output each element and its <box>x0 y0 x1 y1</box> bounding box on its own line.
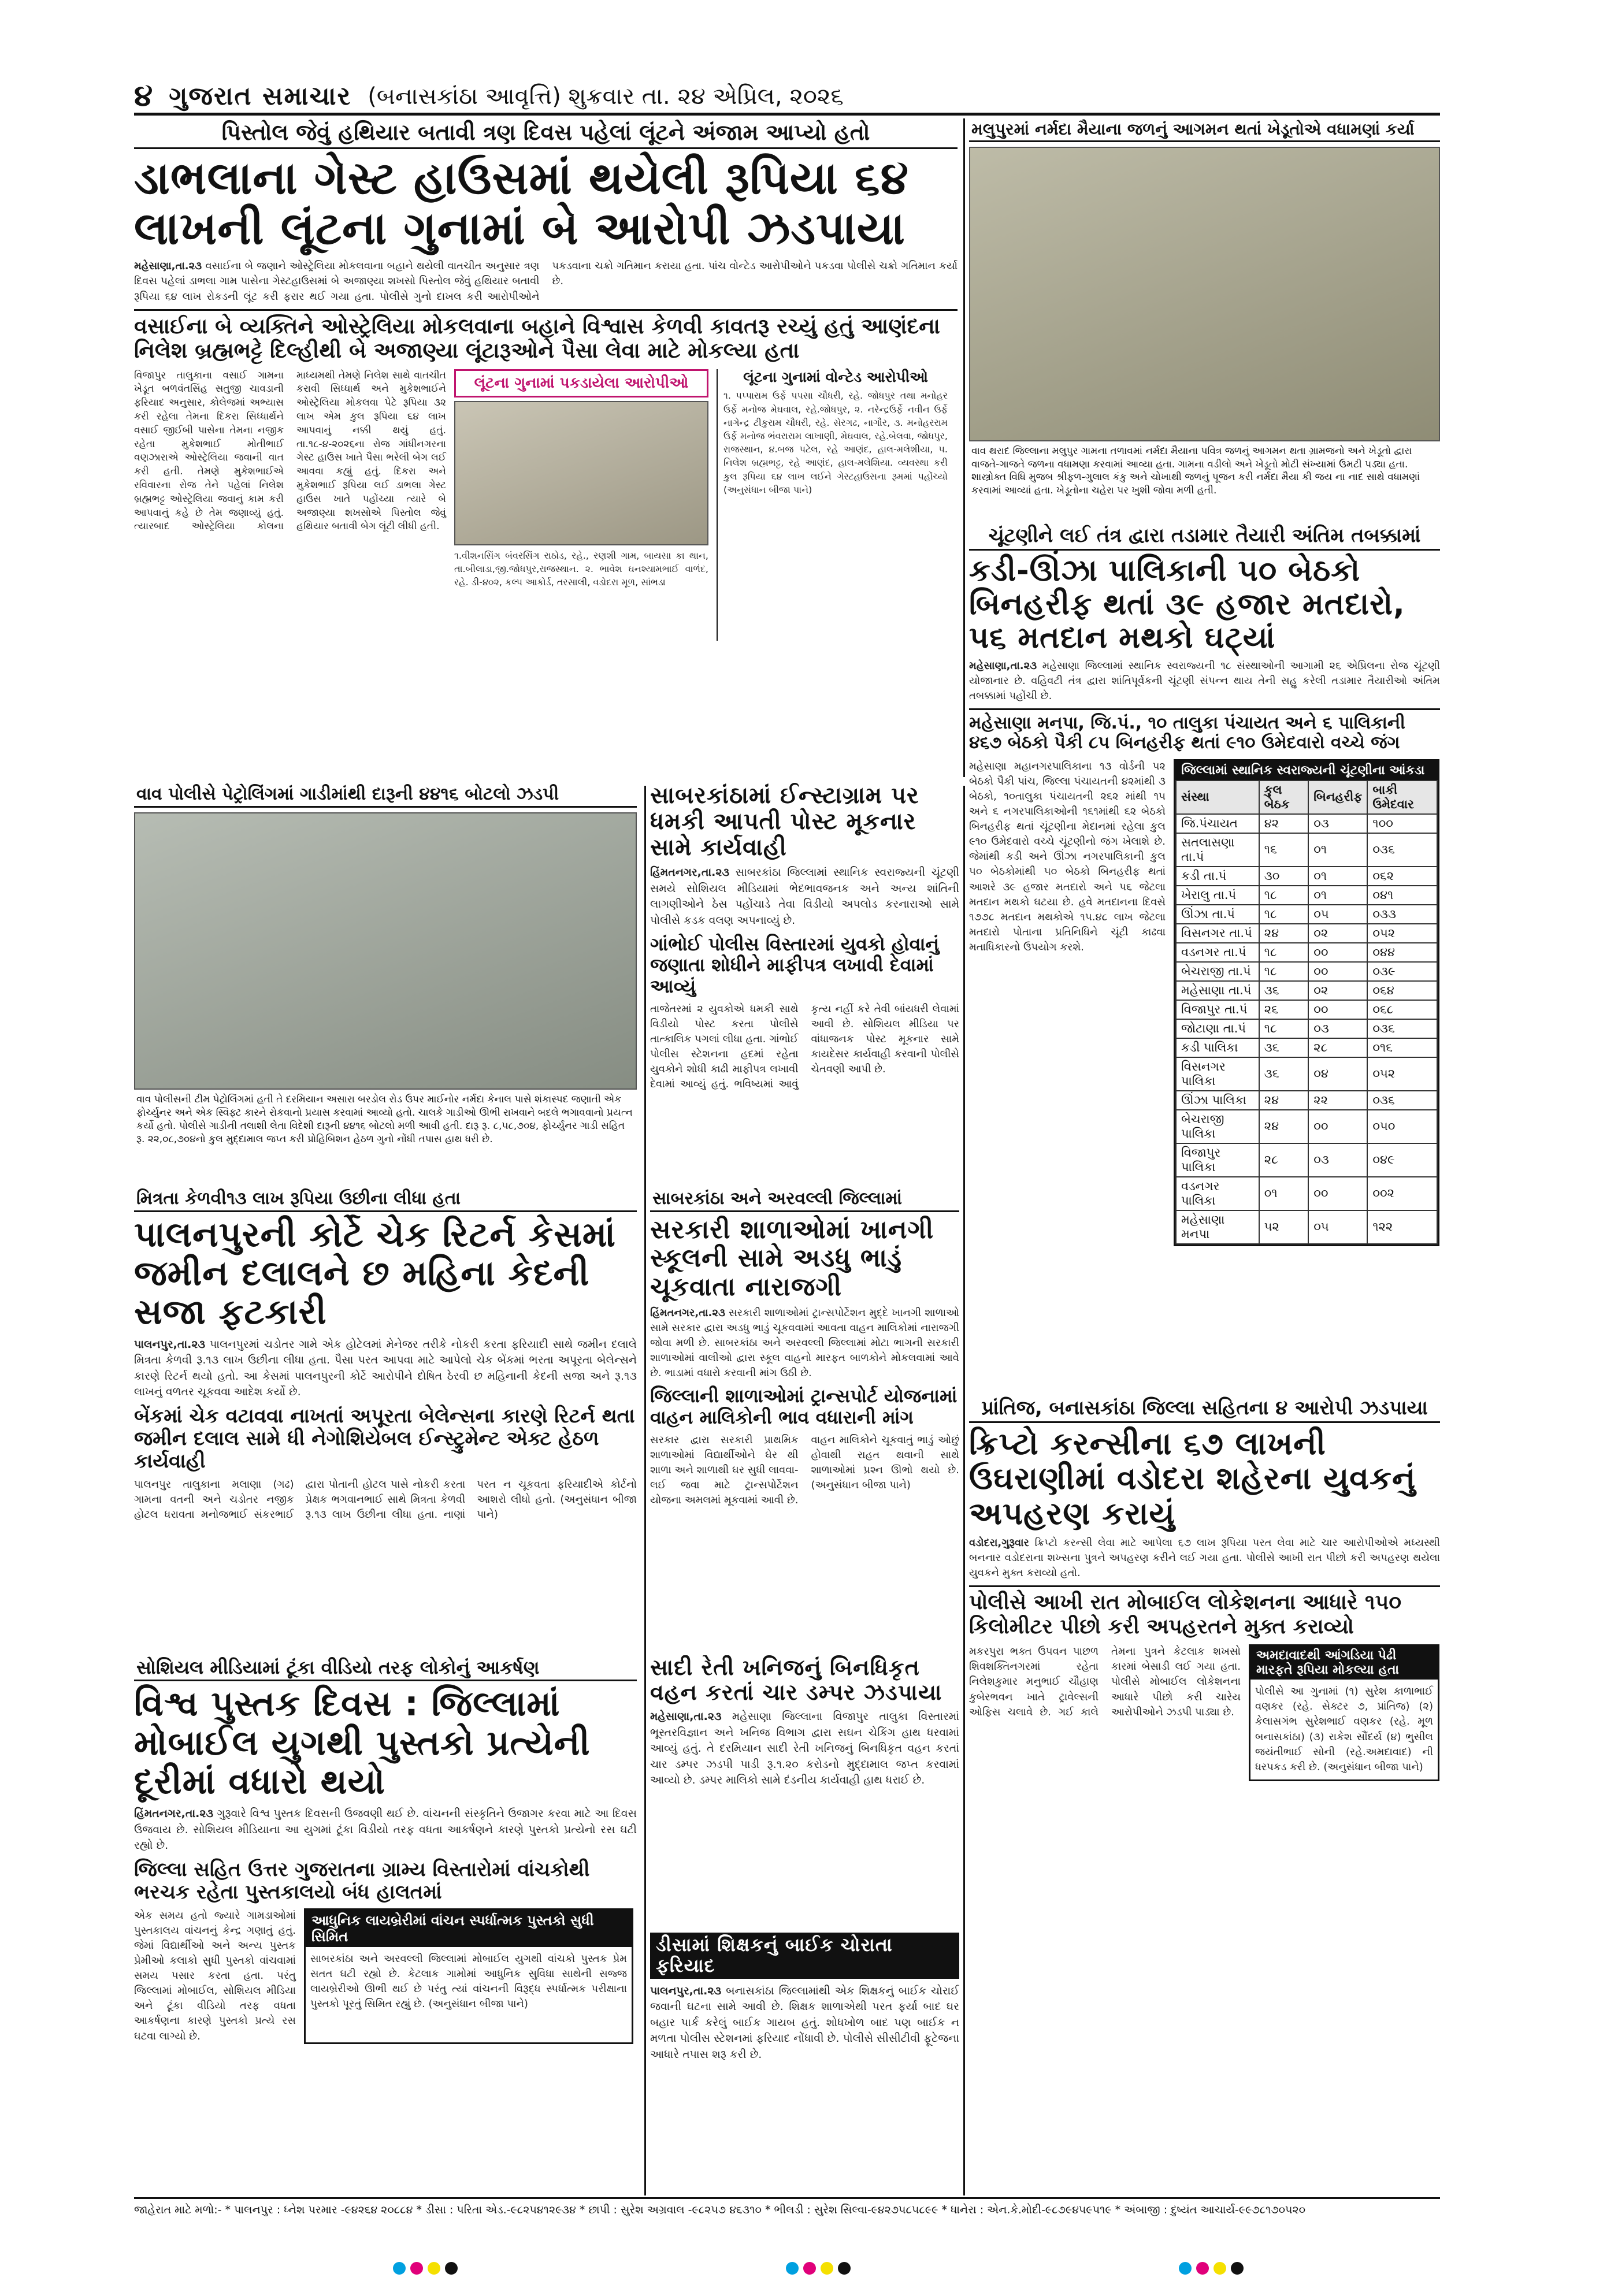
table-cell: ૦૦ <box>1308 943 1367 962</box>
table-row <box>1176 1091 1437 1110</box>
story-cheque-return <box>134 1187 637 1649</box>
registration-mark <box>786 2262 799 2275</box>
election-table <box>1174 759 1439 1246</box>
table-cell: કડી પાલિકા <box>1176 1038 1259 1057</box>
table-cell: ૧૦૦ <box>1367 814 1437 833</box>
table-cell: ૩૬ <box>1259 1038 1309 1057</box>
table-cell: ૦૫૨ <box>1367 924 1437 943</box>
table-cell: ૧૮ <box>1259 943 1309 962</box>
subheadline: પોલીસે આખી રાત મોબાઈલ લોકેશનના આધારે ૧૫૦ કિલોમીટર પીછો કરી અપહરતને મુક્ત કરાવ્યો <box>969 1585 1440 1639</box>
table-cell: ૦૬૪ <box>1367 981 1437 1000</box>
dateline: પાલનપુર,તા.૨૩ <box>134 1338 206 1351</box>
table-cell: ૨૪ <box>1259 1110 1309 1143</box>
registration-mark <box>393 2262 406 2275</box>
table-cell: ૦૨ <box>1308 981 1367 1000</box>
table-cell: વડનગર તા.પં <box>1176 943 1259 962</box>
lead-text: મહેસાણા જિલ્લામાં સ્થાનિક સ્વરાજ્યની ૧૮ સંસ્થાઓની આગામી ૨૬ એપ્રિલના રોજ ચૂંટણી યોજાનાર છે. વહિવટી તંત્ર દ્વારા શાંતિપૂર્વકની ચૂંટણી સંપન્ન થાય તેની સહુ કરેલી તડામાર તૈયારીઓ અંતિમ તબક્કામાં પહોંચી છે. <box>969 659 1440 702</box>
table-cell: ૦૩૬ <box>1367 833 1437 867</box>
table-row <box>1176 886 1437 905</box>
table-cell: કડી તા.પં <box>1176 867 1259 886</box>
table-row <box>1176 1057 1437 1091</box>
ad-contacts-footer: જાહેરાત માટે મળો:- * પાલનપુર : ધ્નેશ પરમાર -૯૪૨૬૪ ૨૦૮૮૪ * ડીસા : પરિતા એડ.-૯૮૨૫૪૧૨૯૩૪ * છાપી : સુરેશ અગ્રવાલ -૯૮૨૫૭ ૪૬૩૧૦ * ભીલડી : સુરેશ સિલ્વા-૯૪૨૭૫૮૫૮૯૯ * ધાનેરા : એન.કે.મોદી-૯૮૭૯૪૫૯૫૧૯ * અંબાજી : દુષ્યંત આચાર્ય-૯૯૭૮૧૭૦૫૨૦ <box>134 2197 1440 2220</box>
lead-text: વસાઈના બે જણાને ઓસ્ટ્રેલિયા મોકલવાના બહાને થયેલી વાતચીત અનુસાર ત્રણ દિવસ પહેલાં ડાભલા ગામ પાસેના ગેસ્ટહાઉસમાં બે અજાણ્યા શખસો પિસ્તોલ જેવું હથિયાર બતાવી રૂપિયા ૬૪ લાખ રોકડની લૂંટ કરી ફરાર થઈ ગયા હતા. પોલીસે ગુનો દાખલ કરી આરોપીઓને પકડવાના ચક્રો ગતિમાન કરાયા હતા. પાંચ વોન્ટેડ આરોપીઓને પકડવા પોલીસે ચક્રો ગતિમાન કર્યા છે. <box>134 260 958 303</box>
edition-line: (બનાસકાંઠા આવૃત્તિ) શુક્રવાર તા. ૨૪ એપ્રિલ, ૨૦૨૬ <box>368 83 844 110</box>
subheadline: જિલ્લાની શાળાઓમાં ટ્રાન્સપોર્ટ યોજનામાં વાહન માલિકોની ભાવ વધારાની માંગ <box>650 1385 958 1429</box>
table-cell: ૦૦ <box>1308 1000 1367 1019</box>
table-cell: જોટાણા તા.પં <box>1176 1019 1259 1038</box>
headline: પાલનપુરની કોર્ટે ચેક રિટર્ન કેસમાં જમીન દલાલને છ મહિના કેદની સજા ફટકારી <box>134 1214 616 1333</box>
table-row <box>1176 943 1437 962</box>
registration-mark <box>445 2262 458 2275</box>
kicker-headline: ડીસામાં શિક્ષકનું બાઈક ચોરાતા ફરિયાદ <box>650 1933 959 1979</box>
kicker: વાવ પોલીસે પેટ્રોલિંગમાં ગાડીમાંથી દારૂની ૪૪૧૬ બોટલો ઝડપી <box>134 783 637 808</box>
table-cell: ૦૨ <box>1308 924 1367 943</box>
table-header-cell: કુલ બેઠક <box>1259 781 1309 814</box>
table-cell: ૦૦૨ <box>1367 1177 1437 1210</box>
table-header-cell: બિનહરીફ <box>1308 781 1367 814</box>
table-row <box>1176 1143 1437 1177</box>
dateline: મહેસાણા,તા.૨૩ <box>650 1710 722 1723</box>
table-cell: ૧૨૨ <box>1367 1210 1437 1244</box>
registration-mark <box>803 2262 816 2275</box>
headline: ક્રિપ્ટો કરન્સીના ૬૭ લાખની ઉઘરાણીમાં વડોદરા શહેરના યુવકનું અપહરણ કરાયું <box>969 1425 1416 1532</box>
table-cell: ૦૧ <box>1308 886 1367 905</box>
subheadline: મહેસાણા મનપા, જિ.પં., ૧૦ તાલુકા પંચાયત અને ૬ પાલિકાની ૪૬૭ બેઠકો પૈકી ૮૫ બિનહરીફ થતાં ૯૧૦ ઉમેદવારો વચ્ચે જંગ <box>969 708 1440 753</box>
lead-text: ગુરૂવારે વિશ્વ પુસ્તક દિવસની ઉજવણી થઈ છે. વાંચનની સંસ્કૃતિને ઉજાગર કરવા માટે આ દિવસ ઉજવાય છે. સોશિયલ મીડિયાના આ યુગમાં ટૂંકા વિડીયો તરફ વધતા આકર્ષણને કારણે પુસ્તકો પ્રત્યેનો રસ ઘટી રહ્યો છે. <box>134 1807 637 1852</box>
table-row <box>1176 905 1437 924</box>
story-narmada-water <box>969 118 1440 517</box>
story-body: મહેસાણા જિલ્લાના વિજાપુર તાલુકા વિસ્તારમાં ભૂસ્તરવિજ્ઞાન અને ખનિજ વિભાગ દ્વારા સઘન ચેકિંગ હાથ ધરવામાં આવ્યું હતું. તે દરમિયાન સાદી રેતી ખનિજનું બિનધિકૃત વહન કરતાં ચાર ડમ્પર ઝડપી પાડી રૂ.૧.૨૦ કરોડનો મુદ્દામાલ જપ્ત કરવામાં આવ્યો છે. ડમ્પર માલિકો સામે દંડનીય કાર્યવાહી હાથ ધરાઈ છે. <box>650 1710 959 1787</box>
table-row <box>1176 1038 1437 1057</box>
kicker: પિસ્તોલ જેવું હથિયાર બતાવી ત્રણ દિવસ પહેલાં લૂંટને અંજામ આપ્યો હતો <box>134 118 958 149</box>
table-cell: ૫૨ <box>1259 1210 1309 1244</box>
table-cell: વડનગર પાલિકા <box>1176 1177 1259 1210</box>
table-cell: ૦૪૧ <box>1367 886 1437 905</box>
table-row <box>1176 1110 1437 1143</box>
story-loot-arrest <box>134 118 958 777</box>
table-cell: ૦૫૦ <box>1367 1110 1437 1143</box>
table-row <box>1176 1210 1437 1244</box>
headline: ડાભલાના ગેસ્ટ હાઉસમાં થયેલી રૂપિયા ૬૪ લાખની લૂંટના ગુનામાં બે આરોપી ઝડપાયા <box>134 152 910 255</box>
page-header <box>134 80 1440 116</box>
table-row <box>1176 962 1437 981</box>
headline: સરકારી શાળાઓમાં ખાનગી સ્કૂલની સામે અડધુ ભાડું ચૂકવાતા નારાજગી <box>650 1215 934 1302</box>
table-cell: ૦૪ <box>1308 1057 1367 1091</box>
table-cell: મહેસાણા મનપા <box>1176 1210 1259 1244</box>
table-cell: ૦૩૩ <box>1367 905 1437 924</box>
table-title: જિલ્લામાં સ્થાનિક સ્વરાજ્યની ચૂંટણીના આંકડા <box>1175 761 1438 780</box>
table-cell: ૦૧ <box>1259 1177 1309 1210</box>
masthead: ગુજરાત સમાચાર <box>169 81 352 111</box>
table-cell: વિજાપુર પાલિકા <box>1176 1143 1259 1177</box>
registration-mark <box>1231 2262 1244 2275</box>
box-body: સાબરકાંઠા અને અરવલ્લી જિલ્લામાં મોબાઈલ યુગથી વાંચકો પુસ્તક પ્રેમ સતત ઘટી રહ્યો છે. કેટલાક ગામોમાં આધુનિક સુવિધા સાથેની સજ્જ લાયબ્રેરીઓ ઊભી થઈ છે પરંતુ ત્યાં વાંચનની વિરૂદ્ધ સ્પર્ધાત્મક પરીક્ષાના પુસ્તકો પૂરતું સિમિત રહ્યું છે. (અનુસંધાન બીજા પાને) <box>310 1952 627 2011</box>
table-cell: ૦૦ <box>1308 962 1367 981</box>
table-cell: ૨૮ <box>1308 1038 1367 1057</box>
table-cell: ૦૧ <box>1308 833 1367 867</box>
dateline: હિંમતનગર,તા.૨૩ <box>650 1306 725 1319</box>
table-cell: ખેરાલુ તા.પં <box>1176 886 1259 905</box>
table-cell: ૦૫ <box>1308 1210 1367 1244</box>
subheadline: જિલ્લા સહિત ઉત્તર ગુજરાતના ગ્રામ્ય વિસ્તારોમાં વાંચકોથી ભરચક રહેતા પુસ્તકાલયો બંધ હાલતમાં <box>134 1857 590 1904</box>
subheadline: ગાંભોઈ પોલીસ વિસ્તારમાં યુવકો હોવાનું જણાતા શોધીને માફીપત્ર લખાવી દેવામાં આવ્યું <box>650 932 940 998</box>
table-cell: મહેસાણા તા.પં <box>1176 981 1259 1000</box>
story-body: મહેસાણા મહાનગરપાલિકાના ૧૩ વોર્ડની ૫૨ બેઠકો પૈકી પાંચ, જિલ્લા પંચાયતની ૪૨માંથી ૩ બેઠકો, ૧૦તાલુકા પંચાયતની ૨૬૨ માંથી ૧૫ અને ૬ નગરપાલિકાઓની ૧૬૧માંથી ૬૨ બેઠકો બિનહરીફ થતાં ચૂંટણીના મેદાનમાં રહેલા કુલ ૯૧૦ ઉમેદવારો વચ્ચે ચૂંટણીનો જંગ ખેલાશે છે. જેમાંથી કડી અને ઊંઝા નગરપાલિકાની કુલ ૫૦ બેઠકોમાંથી ૫૦ બેઠકો બિનહરીફ થતાં આશરે ૩૯ હજાર મતદારો અને ૫૬ જેટલા મતદાન મથકો ઘટયા છે. હવે મતદાનના દિવસે ૧૭૭૮ મતદાન મથકોએ ૧૫.૪૮ લાખ જેટલા મતદારો પોતાના પ્રતિનિધિને ચૂંટી કાઢવા મતાધિકારનો ઉપયોગ કરશે. <box>969 760 1166 953</box>
story-body: વિજાપુર તાલુકાના વસાઈ ગામના ખેડૂત બળવંતસિંહ સતુજી ચાવડાની ફરિયાદ અનુસાર, કોલેજમાં અભ્યાસ કરી રહેલા તેમના દિકરા સિધ્ધાર્થને વસાઈ જીઈબી પાસેના તેમના નજીક રહેતા મુકેશભાઈ મોતીભાઈ વણઝારાએ ઓસ્ટ્રેલિયા જવાની વાત કરી હતી. તેમણે મુકેશભાઈએ રવિવારના રોજ તેને પહેલાં નિલેશ બ્રહ્મભટ્ટ ઓસ્ટ્રેલિયા જવાનું કામ કરી આપવાનું કહે છે તેમ જણાવ્યું હતું. ત્યારબાદ ઓસ્ટ્રેલિયા કોલના માધ્યમથી તેમણે નિલેશ સાથે વાતચીત કરાવી સિધ્ધાર્થ અને મુકેશભાઈને ઓસ્ટ્રેલિયા મોકલવા પેટે રૂપિયા ૩૨ લાખ એમ કુલ રૂપિયા ૬૪ લાખ આપવાનું નક્કી થયું હતું. તા.૧૮-૪-૨૦૨૬ના રોજ ગાંધીનગરના ગેસ્ટ હાઉસ ખાતે પૈસા ભરેલી બેગ લઈ આવવા કહ્યું હતું. દિકરા અને મુકેશભાઈ રૂપિયા લઈ ડાભલા ગેસ્ટ હાઉસ ખાતે પહોંચ્યા ત્યારે બે અજાણ્યા શખસોએ પિસ્તોલ જેવું હથિયાર બતાવી બેગ લૂંટી લીધી હતી. <box>134 369 446 533</box>
story-instagram-threat <box>650 783 959 1182</box>
narmada-photo <box>969 147 1440 441</box>
table-cell: ૨૮ <box>1259 1143 1309 1177</box>
story-body: તાજેતરમાં ૨ યુવકોએ ધમકી સાથે વિડીયો પોસ્ટ કરતા પોલીસે તાત્કાલિક પગલાં લીધા હતા. ગાંભોઈ પોલીસ સ્ટેશનના હદમાં રહેતા યુવકોને શોધી કાઢી માફીપત્ર લખાવી દેવામાં આવ્યું હતું. ભવિષ્યમાં આવું કૃત્ય નહીં કરે તેવી બાંયધરી લેવામાં આવી છે. સોશિયલ મીડિયા પર વાંધાજનક પોસ્ટ મૂકનાર સામે કાયદેસર કાર્યવાહી કરવાની પોલીસે ચેતવણી આપી છે. <box>650 1002 959 1091</box>
table-cell: ઊંઝા પાલિકા <box>1176 1091 1259 1110</box>
table-cell: ૦૧ <box>1308 867 1367 886</box>
subheadline: વસાઈના બે વ્યક્તિને ઓસ્ટ્રેલિયા મોકલવાના બહાને વિશ્વાસ કેળવી કાવતરૂ રચ્યું હતું આણંદના નિલેશ બ્રહ્મભટ્ટે દિલ્હીથી બે અજાણ્યા લૂંટારૂઓને પૈસા લેવા માટે મોકલ્યા હતા <box>134 309 958 363</box>
story-body: પાલનપુરમાં ચડોતર ગામે એક હોટેલમાં મેનેજર તરીકે નોકરી કરતા ફરિયાદી સાથે જમીન દલાલે મિત્રતા કેળવી રૂ.૧૩ લાખ ઉછીના લીધા હતા. પૈસા પરત આપવા માટે આપેલો ચેક બેંકમાં ભરતા અપૂરતા બેલેન્સને કારણે રિટર્ન થયો હતો. આ કેસમાં પાલનપુરની કોર્ટે આરોપીને દોષિત ઠેરવી છ મહિનાની કેદની સજા અને રૂ.૧૩ લાખનું વળતર ચૂકવવા આદેશ કર્યો છે. <box>134 1338 637 1399</box>
table-row <box>1176 1177 1437 1210</box>
box-title: અમદાવાદથી આંગડિયા પેઢી મારફતે રૂપિયા મોકલ્યા હતા <box>1250 1646 1438 1680</box>
table-cell: જિ.પંચાયત <box>1176 814 1259 833</box>
kicker: પ્રાંતિજ, બનાસકાંઠા જિલ્લા સહિતના ૪ આરોપી ઝડપાયા <box>969 1395 1440 1423</box>
kicker: ચૂંટણીને લઈ તંત્ર દ્વારા તડામાર તૈયારી અંતિમ તબક્કામાં <box>969 523 1440 551</box>
table-row <box>1176 867 1437 886</box>
registration-mark <box>1196 2262 1209 2275</box>
table-cell: ઊંઝા તા.પં <box>1176 905 1259 924</box>
dateline: વડોદરા,ગુરૂવાર <box>969 1537 1029 1550</box>
wanted-title: લૂંટના ગુનામાં વોન્ટેડ આરોપીઓ <box>743 368 928 385</box>
table-row <box>1176 924 1437 943</box>
table-header-cell: સંસ્થા <box>1176 781 1259 814</box>
story-world-book-day <box>134 1655 637 2193</box>
story-liquor-seizure <box>134 783 637 1182</box>
story-election <box>969 523 1440 1390</box>
kicker-headline: સાબરકાંઠામાં ઈન્સ્ટાગ્રામ પર ધમકી આપતી પોસ્ટ મૂકનાર સામે કાર્યવાહી <box>650 783 919 861</box>
table-cell: ૪૨ <box>1259 814 1309 833</box>
registration-mark <box>410 2262 423 2275</box>
table-cell: ૨૨ <box>1308 1091 1367 1110</box>
table-cell: ૦૩૬ <box>1367 1019 1437 1038</box>
table-cell: ૦૩ <box>1308 1143 1367 1177</box>
box-title: આધુનિક લાયબ્રેરીમાં વાંચન સ્પર્ધાત્મક પુસ્તકો સુધી સિમિત <box>306 1910 632 1947</box>
table-cell: ૧૮ <box>1259 886 1309 905</box>
table-cell: સતલાસણા તા.પં <box>1176 833 1259 867</box>
registration-mark <box>428 2262 440 2275</box>
table-cell: વિજાપુર તા.પં <box>1176 1000 1259 1019</box>
dateline: મહેસાણા,તા.૨૩ <box>134 260 202 273</box>
table-row <box>1176 814 1437 833</box>
liquor-photo <box>134 812 637 1090</box>
dateline: હિંમતનગર,તા.૨૩ <box>650 866 730 879</box>
headline: કડી-ઊંઝા પાલિકાની ૫૦ બેઠકો બિનહરીફ થતાં ૩૯ હજાર મતદારો, ૫૬ મતદાન મથકો ઘટ્યાં <box>969 553 1405 656</box>
registration-mark <box>821 2262 833 2275</box>
kicker: સોશિયલ મીડિયામાં ટૂંકા વીડિયો તરફ લોકોનું આકર્ષણ <box>134 1655 637 1681</box>
lead-text: સાબરકાંઠા જિલ્લામાં સ્થાનિક સ્વરાજ્યની ચૂંટણી સમયે સોશિયલ મીડિયામાં ભેદભાવજનક અને અન્ય શાંતિની લાગણીઓને ઠેસ પહોંચાડે તેવા વિડીયો અપલોડ કરનારાઓ સામે પોલીસે કડક વલણ અપનાવ્યું છે. <box>650 866 959 927</box>
table-row <box>1176 981 1437 1000</box>
table-cell: ૦૪૪ <box>1367 943 1437 962</box>
arrested-list: ૧.વીશનસિંગ બંવરસિંગ રાઠોડ, રહે., રણશી ગામ, બાયસા કા થાન, તા.બીલાડા,જી.જોધપુર,રાજસ્થાન. ૨. ભાવેશ ઘનશ્યામભાઈ વાળંદ, રહે. ડી-૪૦૨, કલ્પ આકોર્ડ, તરસાલી, વડોદરા મૂળ, સાંભડા <box>454 549 708 588</box>
table-cell: ૨૬ <box>1259 1000 1309 1019</box>
table-cell: ૦૩ <box>1308 1019 1367 1038</box>
table-cell: ૩૦ <box>1259 867 1309 886</box>
kicker: મિત્રતા કેળવી૧૩ લાખ રૂપિયા ઉછીના લીધા હતા <box>134 1187 637 1212</box>
story-body: મકરપુરા ભક્ત ઉપવન પાછળ શિવશક્તિનગરમાં રહેતા નિલેશકુમાર મનુભાઈ ચૌહાણ કુબેરભવન ખાતે ટ્રાવેલ્સની ઓફિસ ચલાવે છે. ગઈ કાલે તેમના પુત્રને કેટલાક શખસો કારમાં બેસાડી લઈ ગયા હતા. પોલીસે મોબાઈલ લોકેશનના આધારે પીછો કરી ચારેય આરોપીઓને ઝડપી પાડ્યા છે. <box>969 1645 1241 1718</box>
table-cell: વિસનગર પાલિકા <box>1176 1057 1259 1091</box>
table-cell: ૦૩૯ <box>1367 962 1437 981</box>
arrested-photo <box>454 401 708 545</box>
table-cell: ૦૪૯ <box>1367 1143 1437 1177</box>
table-cell: ૨૪ <box>1259 924 1309 943</box>
table-cell: ૦૬૮ <box>1367 1000 1437 1019</box>
dateline: પાલનપુર,તા.૨૩ <box>650 1984 722 1997</box>
table-cell: ૩૬ <box>1259 1057 1309 1091</box>
headline: વિશ્વ પુસ્તક દિવસ : જિલ્લામાં મોબાઈલ યુગથી પુસ્તકો પ્રત્યેની દૂરીમાં વધારો થયો <box>134 1684 591 1802</box>
table-cell: ૧૬ <box>1259 833 1309 867</box>
story-school-transport <box>650 1187 959 1649</box>
arrested-title: લૂંટના ગુનામાં પકડાયેલા આરોપીઓ <box>454 369 708 397</box>
table-cell: ૦૩ <box>1308 814 1367 833</box>
table-cell: ૧૮ <box>1259 905 1309 924</box>
registration-mark <box>838 2262 851 2275</box>
table-cell: ૧૮ <box>1259 1019 1309 1038</box>
table-cell: ૧૮ <box>1259 962 1309 981</box>
library-box <box>304 1908 633 2044</box>
story-body: બનાસકાંઠા જિલ્લામાંથી એક શિક્ષકનું બાઈક ચોરાઈ જવાની ઘટના સામે આવી છે. શિક્ષક શાળાએથી પરત ફર્યા બાદ ઘર બહાર પાર્ક કરેલું બાઈક ગાયબ હતું. શોધખોળ બાદ પણ બાઈક ન મળતા પોલીસ સ્ટેશનમાં ફરિયાદ નોંધાવી છે. પોલીસે સીસીટીવી ફૂટેજના આધારે તપાસ શરૂ કરી છે. <box>650 1984 959 2061</box>
table-row <box>1176 833 1437 867</box>
kicker-headline: સાદી રેતી ખનિજનું બિનધિકૃત વહન કરતાં ચાર ડમ્પર ઝડપાયા <box>650 1655 942 1705</box>
table-header-cell: બાકી ઉમેદવાર <box>1367 781 1437 814</box>
dateline: મહેસાણા,તા.૨૩ <box>969 659 1037 672</box>
photo-caption: વાવ પોલીસની ટીમ પેટ્રોલિંગમાં હતી તે દરમિયાન અસારા બરડોલ રોડ ઉપર માઈનોર નર્મદા કેનાલ પાસે શંકાસ્પદ જણાતી એક ફોર્ચ્યુનર અને એક સ્વિફ્ટ કારને રોકવાનો પ્રયાસ કરવામાં આવ્યો હતો. ચાલકે ગાડીઓ ઊભી રાખવાને બદલે ભગાવવાનો પ્રયત્ન કર્યો હતો. પોલીસે ગાડીની તલાશી લેતા વિદેશી દારૂની ૪૪૧૬ બોટલો મળી આવી હતી. દારૂ રૂ. ૮,૫૮,૭૦૪, ફોર્ચ્યુનર ગાડી સહિત રૂ. ૨૨,૦૮,૭૦૪નો કુલ મુદ્દામાલ જપ્ત કરી પ્રોહિબિશન હેઠળ ગુનો નોંધી તપાસ હાથ ધરી છે. <box>134 1090 637 1150</box>
kicker: સાબરકાંઠા અને અરવલ્લી જિલ્લામાં <box>650 1187 959 1212</box>
table-cell: વિસનગર તા.પં <box>1176 924 1259 943</box>
table-cell: ૩૬ <box>1259 981 1309 1000</box>
table-cell: બેચરાજી તા.પં <box>1176 962 1259 981</box>
box-body: પોલીસે આ ગુનામાં (૧) સુરેશ કાળાભાઈ વણકર (રહે. સેક્ટર ૭, પ્રાંતિજ) (૨) કેલાસગંભ સુરેશભાઈ વણકર (રહે. મૂળ બનાસકાંઠા) (૩) રાકેશ સૌંદર્ય (૪) ભુસીલ જયંતીભાઈ સોની (રહે.અમદાવાદ) ની ધરપકડ કરી છે. (અનુસંધાન બીજા પાને) <box>1255 1685 1433 1773</box>
story-bike-theft <box>650 1933 959 2193</box>
story-body-2: સરકાર દ્વારા સરકારી પ્રાથમિક શાળાઓમાં વિદ્યાર્થીઓને ઘેર થી શાળા અને શાળાથી ઘર સુધી લાવવા-લઈ જવા માટે ટ્રાન્સપોર્ટેશન યોજના અમલમાં મૂકવામાં આવી છે. વાહન માલિકોને ચૂકવાતું ભાડું ઓછું હોવાથી રાહત થવાની સાથે શાળાઓમાં પ્રશ્ન ઊભો થયો છે. (અનુસંધાન બીજા પાને) <box>650 1433 959 1507</box>
subheadline: બેંકમાં ચેક વટાવવા નાખતાં અપૂરતા બેલેન્સના કારણે રિટર્ન થતા જમીન દલાલ સામે ધી નેગોશિયેબલ ઈન્સ્ટ્રુમેન્ટ એક્ટ હેઠળ કાર્યવાહી <box>134 1404 635 1473</box>
photo-caption: વાવ થરાદ જિલ્લાના મલુપુર ગામના તળાવમાં નર્મદા મૈયાના પવિત્ર જળનું આગમન થતા ગ્રામજનો અને ખેડૂતો દ્વારા વાજતે-ગાજતે જળના વધામણા કરવામાં આવ્યા હતા. ગામના વડીલો અને ખેડૂતો મોટી સંખ્યામાં ઉમટી પડ્યા હતા. શાસ્ત્રોક્ત વિધિ મુજબ શ્રીફળ-ગુલાલ કંકુ અને ચોખાથી જળનું પૂજન કરી નર્મદા મૈયા કી જય ના નાદ સાથે વધામણાં કરવામાં આવ્યાં હતા. ખેડૂતોના ચહેરા પર ખુશી જોવા મળી હતી. <box>969 441 1440 501</box>
kicker: મલુપુરમાં નર્મદા મૈયાના જળનું આગમન થતાં ખેડૂતોએ વધામણાં કર્યા <box>969 118 1440 142</box>
table-cell: ૦૧૬ <box>1367 1038 1437 1057</box>
table-cell: ૦૦ <box>1308 1110 1367 1143</box>
info-box <box>1249 1644 1439 1781</box>
story-body-2: પાલનપુર તાલુકાના મલાણા (ગઢ) ગામના વતની અને ચડોતર નજીક હોટલ ધરાવતા મનોજભાઈ સંકરભાઈ દ્વારા પોતાની હોટલ પાસે નોકરી કરતા પ્રેક્ષક ભગવાનભાઈ સાથે મિત્રતા કેળવી રૂ.૧૩ લાખ ઉછીના લીધા હતા. નાણાં પરત ન ચૂકવતા ફરિયાદીએ કોર્ટનો આશરો લીધો હતો. (અનુસંધાન બીજા પાને) <box>134 1478 637 1521</box>
story-body: એક સમય હતો જ્યારે ગામડાઓમાં પુસ્તકાલય વાંચનનું કેન્દ્ર ગણાતું હતું. જેમાં વિદ્યાર્થીઓ અને અન્ય પુસ્તક પ્રેમીઓ કલાકો સુધી પુસ્તકો વાંચવામાં સમય પસાર કરતા હતા. પરંતુ જિલ્લામાં મોબાઈલ, સોશિયલ મીડિયા અને ટૂંકા વીડિયો તરફ વધતા આકર્ષણના કારણે પુસ્તકો પ્રત્યે રસ ઘટવા લાગ્યો છે. <box>134 1909 296 2042</box>
story-crypto-kidnap <box>969 1395 1440 2193</box>
table-cell: ૨૪ <box>1259 1091 1309 1110</box>
page-number: ૪ <box>134 79 153 113</box>
table-cell: ૦૫ <box>1308 905 1367 924</box>
dateline: હિંમતનગર,તા.૨૩ <box>134 1807 214 1820</box>
table-cell: બેચરાજી પાલિકા <box>1176 1110 1259 1143</box>
wanted-list: ૧. પપ્પારામ ઉર્ફે પપસા ચૌધરી, રહે. જોધપુર તથા મનોહર ઉર્ફે મનોજ મેઘવાલ, રહે.જોધપુર, ૨. નરેન્દ્રઉર્ફે નવીન ઉર્ફે નાગેન્દ્ર ટીકુરામ ચૌધરી, રહે. સેરગઢ, નાગૌર, ૩. મનોહરરામ ઉર્ફે મનોજ ભંવરારામ લાખાણી, મેઘવાલ, રહે.બેલવા, જોધપુર, રાજસ્થાન, ૪.બજ પટેલ, રહે આણંદ, હાલ-મલેશીયા, ૫. નિલેશ બ્રહ્મભટ્ટ, રહે આણંદ, હાલ-મલેશિયા. વ્યવસ્થા કરી કુલ રૂપિયા ૬૪ લાખ લઈને ગેસ્ટહાઉસના રૂમમાં પહોંચ્યો (અનુસંધાન બીજા પાને) <box>723 390 948 495</box>
table-cell: ૦૫૨ <box>1367 1057 1437 1091</box>
table-cell: ૦૦ <box>1308 1177 1367 1210</box>
table-row <box>1176 1019 1437 1038</box>
registration-mark <box>1179 2262 1192 2275</box>
registration-mark <box>1214 2262 1226 2275</box>
story-sand-dumpers <box>650 1655 959 1927</box>
lead-text: ક્રિપ્ટો કરન્સી લેવા માટે આપેલા ૬૭ લાખ રૂપિયા પરત લેવા માટે ચાર આરોપીઓએ મધ્યસ્થી બનનાર વડોદરાના શખ્સના પુત્રને અપહરણ કરીને લઈ ગયા હતા. પોલીસે આખી રાત પીછો કરી અપહરણ થયેલા યુવકને મુક્ત કરાવ્યો હતો. <box>969 1537 1440 1580</box>
story-body: સરકારી શાળાઓમાં ટ્રાન્સપોર્ટેશન મુદ્દે ખાનગી શાળાઓ સામે સરકાર દ્વારા અડધુ ભાડું ચૂકવવામાં આવતા વાહન માલિકોમાં નારાજગી જોવા મળી છે. સાબરકાંઠા અને અરવલ્લી જિલ્લામાં મોટા ભાગની સરકારી શાળાઓમાં વાલીઓ દ્વારા સ્કૂલ વાહનો મારફત બાળકોને મોકલવામાં આવે છે. ભાડામાં વધારો કરવાની માંગ ઉઠી છે. <box>650 1306 959 1380</box>
table-cell: ૦૩૬ <box>1367 1091 1437 1110</box>
table-cell: ૦૬૨ <box>1367 867 1437 886</box>
table-row <box>1176 1000 1437 1019</box>
